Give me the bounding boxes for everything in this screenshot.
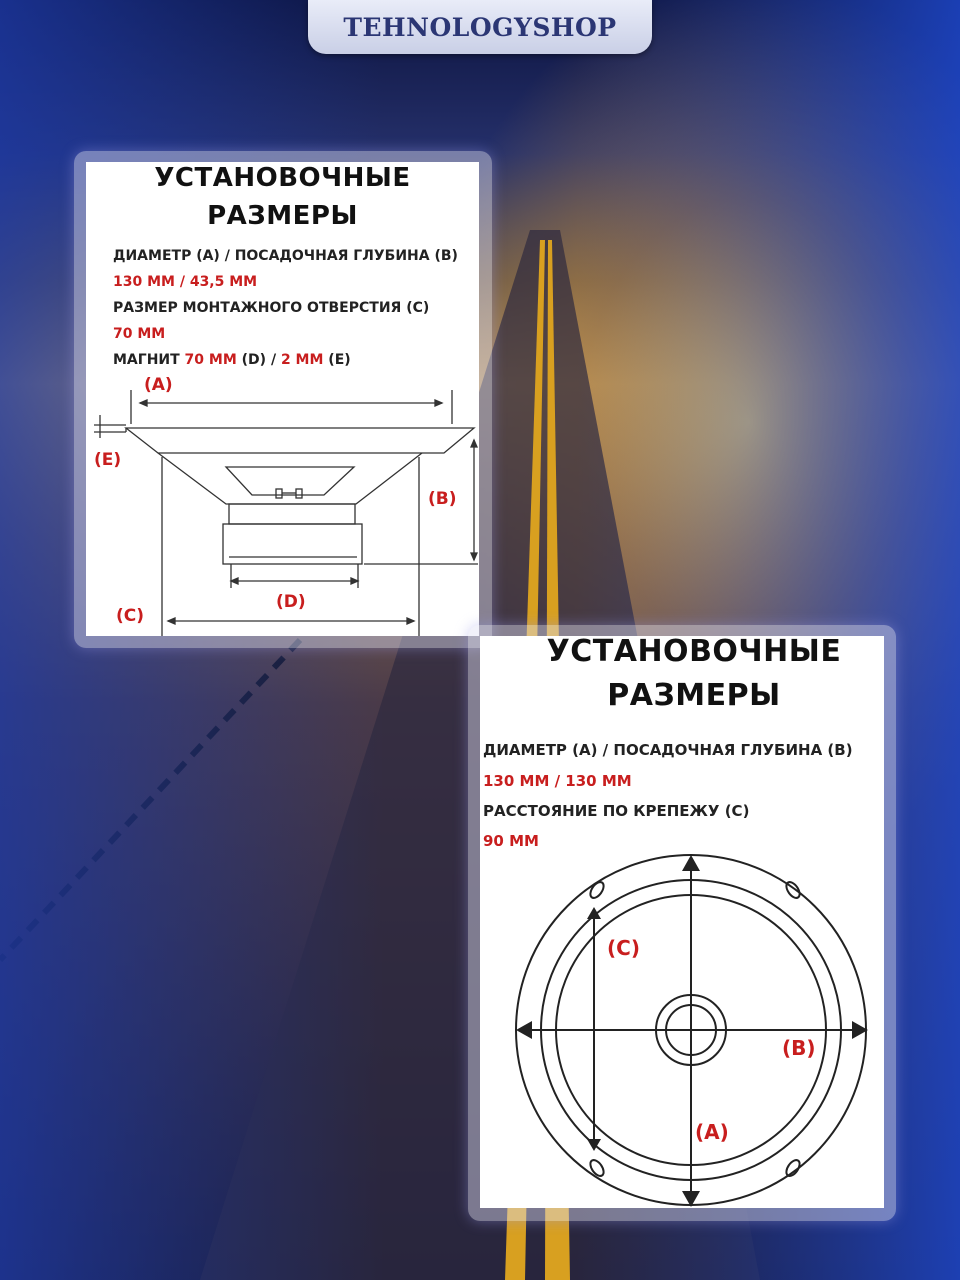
card1-label-e: (E) [94,450,122,470]
card1-spec3-mid: (D) / [241,352,277,368]
card2-label-c: (C) [607,936,640,960]
card1-spec3-prefix: МАГНИТ [113,352,180,368]
shop-name: TEHNOLOGYSHOP [343,12,617,42]
card1-title-line2: РАЗМЕРЫ [207,201,358,231]
card2-label-b: (B) [782,1036,816,1060]
card2-title-line1: УСТАНОВОЧНЫЕ [546,636,842,669]
card1-spec1-value: 130 ММ / 43,5 ММ [113,274,258,290]
card1-label-b: (B) [428,489,457,509]
card1-dimensions-side [86,162,479,636]
card1-title-line1: УСТАНОВОЧНЫЕ [154,163,411,193]
card1-spec1-label: ДИАМЕТР (А) / ПОСАДОЧНАЯ ГЛУБИНА (В) [113,248,458,264]
card1-spec3-suffix: (Е) [328,352,351,368]
card2-label-a: (A) [695,1120,729,1144]
card1-label-a: (A) [144,375,173,395]
shop-name-banner [308,0,652,54]
card1-spec3-value2: 2 ММ [280,352,324,368]
card1-label-c: (C) [116,606,145,626]
card2-spec1-label: ДИАМЕТР (А) / ПОСАДОЧНАЯ ГЛУБИНА (В) [483,741,853,759]
card2-title-line2: РАЗМЕРЫ [607,678,781,713]
card2-spec2-value: 90 ММ [483,832,539,850]
speaker-front-diagram [480,636,884,1208]
card1-spec3-value1: 70 ММ [184,352,237,368]
card2-spec1-value: 130 ММ / 130 ММ [483,772,632,790]
speaker-side-diagram [86,162,479,636]
card1-spec2-value: 70 ММ [113,326,166,342]
card1-spec2-label: РАЗМЕР МОНТАЖНОГО ОТВЕРСТИЯ (С) [113,300,430,316]
card1-label-d: (D) [276,592,306,612]
card2-dimensions-front [480,636,884,1208]
card2-spec2-label: РАССТОЯНИЕ ПО КРЕПЕЖУ (С) [483,802,750,820]
